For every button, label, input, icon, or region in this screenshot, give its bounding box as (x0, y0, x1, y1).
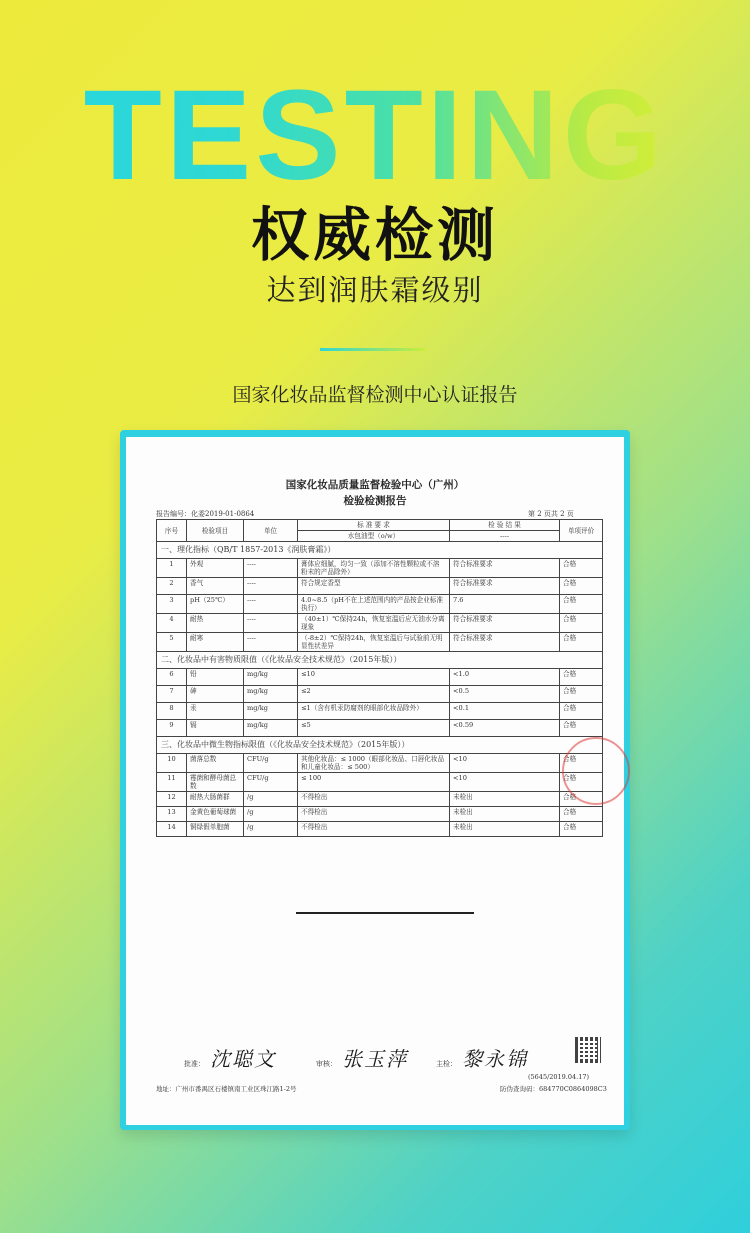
cell-item: 霉菌和酵母菌总数 (187, 773, 244, 792)
cell-unit: CFU/g (244, 773, 298, 792)
cell-no: 7 (157, 686, 187, 703)
report-subtitle: 检验检测报告 (343, 495, 407, 507)
header-standard-sub: 水包油型（o/w） (298, 531, 450, 542)
official-seal (562, 737, 630, 805)
cell-no: 6 (157, 669, 187, 686)
cell-standard: 膏体应细腻，均匀一致（添加不溶性颗粒或不溶粉末的产品除外） (298, 559, 450, 578)
cell-unit: ---- (244, 595, 298, 614)
table-row (157, 669, 603, 686)
signature-main: 主检： 黎永锦 (436, 1047, 529, 1071)
cell-item: 耐寒 (187, 633, 244, 652)
cell-no: 4 (157, 614, 187, 633)
cell-evaluation: 合格 (560, 720, 603, 737)
cell-unit: mg/kg (244, 669, 298, 686)
table-row (157, 633, 603, 652)
anti-fake-code: 防伪查询码：684770C0864098C3 (500, 1085, 607, 1093)
cell-unit: ---- (244, 559, 298, 578)
table-row (157, 822, 603, 837)
cell-no: 1 (157, 559, 187, 578)
signature-approve: 批准： 沈聪文 (184, 1047, 277, 1071)
cell-standard: 不得检出 (298, 792, 450, 807)
table-row (157, 559, 603, 578)
cell-item: 耐热 (187, 614, 244, 633)
cell-no: 14 (157, 822, 187, 837)
header-result: 检 验 结 果 (450, 520, 560, 531)
header-no: 序号 (157, 520, 187, 542)
header-unit: 单位 (244, 520, 298, 542)
table-row (157, 578, 603, 595)
table-row (157, 720, 603, 737)
cell-unit: CFU/g (244, 754, 298, 773)
cell-unit: mg/kg (244, 720, 298, 737)
cell-standard: 不得检出 (298, 822, 450, 837)
cell-standard: ≤1（含有机汞防腐剂的眼部化妆品除外） (298, 703, 450, 720)
section-title: 二、化妆品中有害物质限值（《化妆品安全技术规范》（2015年版）） (157, 652, 603, 669)
cell-result: 7.6 (450, 595, 560, 614)
cell-standard: 4.0~8.5（pH不在上述范围内的产品按企业标准执行） (298, 595, 450, 614)
cell-result: <1.0 (450, 669, 560, 686)
cell-result: <0.1 (450, 703, 560, 720)
cell-evaluation: 合格 (560, 559, 603, 578)
hero-tagline: 达到润肤霜级别 (266, 273, 484, 307)
cell-result: <0.59 (450, 720, 560, 737)
cell-result: 未检出 (450, 807, 560, 822)
cell-item: 镉 (187, 720, 244, 737)
cell-result: 未检出 (450, 792, 560, 807)
table-row (157, 703, 603, 720)
cell-result: 符合标准要求 (450, 633, 560, 652)
cell-evaluation: 合格 (560, 822, 603, 837)
section-row (157, 652, 603, 669)
divider-line (320, 348, 425, 351)
cell-unit: /g (244, 807, 298, 822)
cell-item: 铜绿假单胞菌 (187, 822, 244, 837)
cell-result: <10 (450, 773, 560, 792)
cell-no: 11 (157, 773, 187, 792)
section-title: 三、化妆品中微生物指标限值（《化妆品安全技术规范》（2015年版）） (157, 737, 603, 754)
table-row (157, 807, 603, 822)
cell-item: 耐热大肠菌群 (187, 792, 244, 807)
cell-result: 符合标准要求 (450, 559, 560, 578)
cell-unit: ---- (244, 633, 298, 652)
cell-no: 13 (157, 807, 187, 822)
cell-item: 砷 (187, 686, 244, 703)
cell-evaluation: 合格 (560, 773, 603, 792)
cell-evaluation: 合格 (560, 595, 603, 614)
header-standard: 标 准 要 求 (298, 520, 450, 531)
cell-item: 菌落总数 (187, 754, 244, 773)
cell-item: 外观 (187, 559, 244, 578)
lab-address: 地址：广州市番禺区石楼镇南工业区珠江路1-2号 (156, 1085, 297, 1093)
cell-no: 3 (157, 595, 187, 614)
cell-item: 金黄色葡萄球菌 (187, 807, 244, 822)
cell-no: 12 (157, 792, 187, 807)
cell-item: 香气 (187, 578, 244, 595)
cell-standard: 符合规定香型 (298, 578, 450, 595)
cell-evaluation: 合格 (560, 633, 603, 652)
cell-result: 符合标准要求 (450, 578, 560, 595)
report-number: 报告编号：化委2019-01-0864 (156, 510, 255, 518)
cell-standard: ≤ 100 (298, 773, 450, 792)
cell-result: <0.5 (450, 686, 560, 703)
end-of-table-bar (296, 912, 474, 914)
table-row (157, 754, 603, 773)
cell-no: 2 (157, 578, 187, 595)
section-row (157, 737, 603, 754)
cell-unit: /g (244, 792, 298, 807)
qr-code (575, 1037, 601, 1063)
certificate-caption: 国家化妆品监督检测中心认证报告 (232, 384, 518, 406)
cell-unit: mg/kg (244, 686, 298, 703)
form-code: (5645/2019.04.17) (528, 1073, 590, 1081)
cell-standard: （40±1）℃保持24h，恢复室温后应无油水分离现象 (298, 614, 450, 633)
cell-no: 5 (157, 633, 187, 652)
cell-item: 铅 (187, 669, 244, 686)
cell-unit: mg/kg (244, 703, 298, 720)
cell-no: 8 (157, 703, 187, 720)
cell-unit: ---- (244, 614, 298, 633)
table-row (157, 792, 603, 807)
header-item: 检验项目 (187, 520, 244, 542)
cell-standard: （-8±2）℃保持24h，恢复室温后与试验前无明显性状差异 (298, 633, 450, 652)
table-row (157, 686, 603, 703)
cell-evaluation: 合格 (560, 614, 603, 633)
table-row (157, 773, 603, 792)
cell-evaluation: 合格 (560, 578, 603, 595)
cell-standard: 其他化妆品：≤ 1000（眼部化妆品、口唇化妆品和儿童化妆品：≤ 500） (298, 754, 450, 773)
table-row (157, 614, 603, 633)
cell-item: 汞 (187, 703, 244, 720)
section-row (157, 542, 603, 559)
hero-subtitle: 权威检测 (250, 201, 499, 269)
cell-standard: 不得检出 (298, 807, 450, 822)
cell-standard: ≤5 (298, 720, 450, 737)
results-table (156, 519, 603, 837)
cell-evaluation: 合格 (560, 792, 603, 807)
report-title: 国家化妆品质量监督检验中心（广州） (285, 479, 465, 491)
cell-unit: /g (244, 822, 298, 837)
page-info: 第 2 页共 2 页 (528, 510, 574, 518)
signature-review: 审核： 张玉萍 (316, 1047, 409, 1071)
cell-standard: ≤10 (298, 669, 450, 686)
hero-title: TESTING (0, 66, 750, 206)
header-evaluation: 单项评价 (560, 520, 603, 542)
cell-evaluation: 合格 (560, 754, 603, 773)
header-result-sub: ---- (450, 531, 560, 542)
table-row (157, 595, 603, 614)
cell-evaluation: 合格 (560, 807, 603, 822)
cell-no: 10 (157, 754, 187, 773)
cell-evaluation: 合格 (560, 703, 603, 720)
cell-result: 符合标准要求 (450, 614, 560, 633)
cell-result: <10 (450, 754, 560, 773)
cell-evaluation: 合格 (560, 686, 603, 703)
cell-evaluation: 合格 (560, 669, 603, 686)
cell-item: pH（25℃） (187, 595, 244, 614)
section-title: 一、理化指标（QB/T 1857-2013《润肤膏霜》） (157, 542, 603, 559)
test-report-document (126, 437, 624, 1125)
cell-standard: ≤2 (298, 686, 450, 703)
cell-no: 9 (157, 720, 187, 737)
cell-result: 未检出 (450, 822, 560, 837)
cell-unit: ---- (244, 578, 298, 595)
